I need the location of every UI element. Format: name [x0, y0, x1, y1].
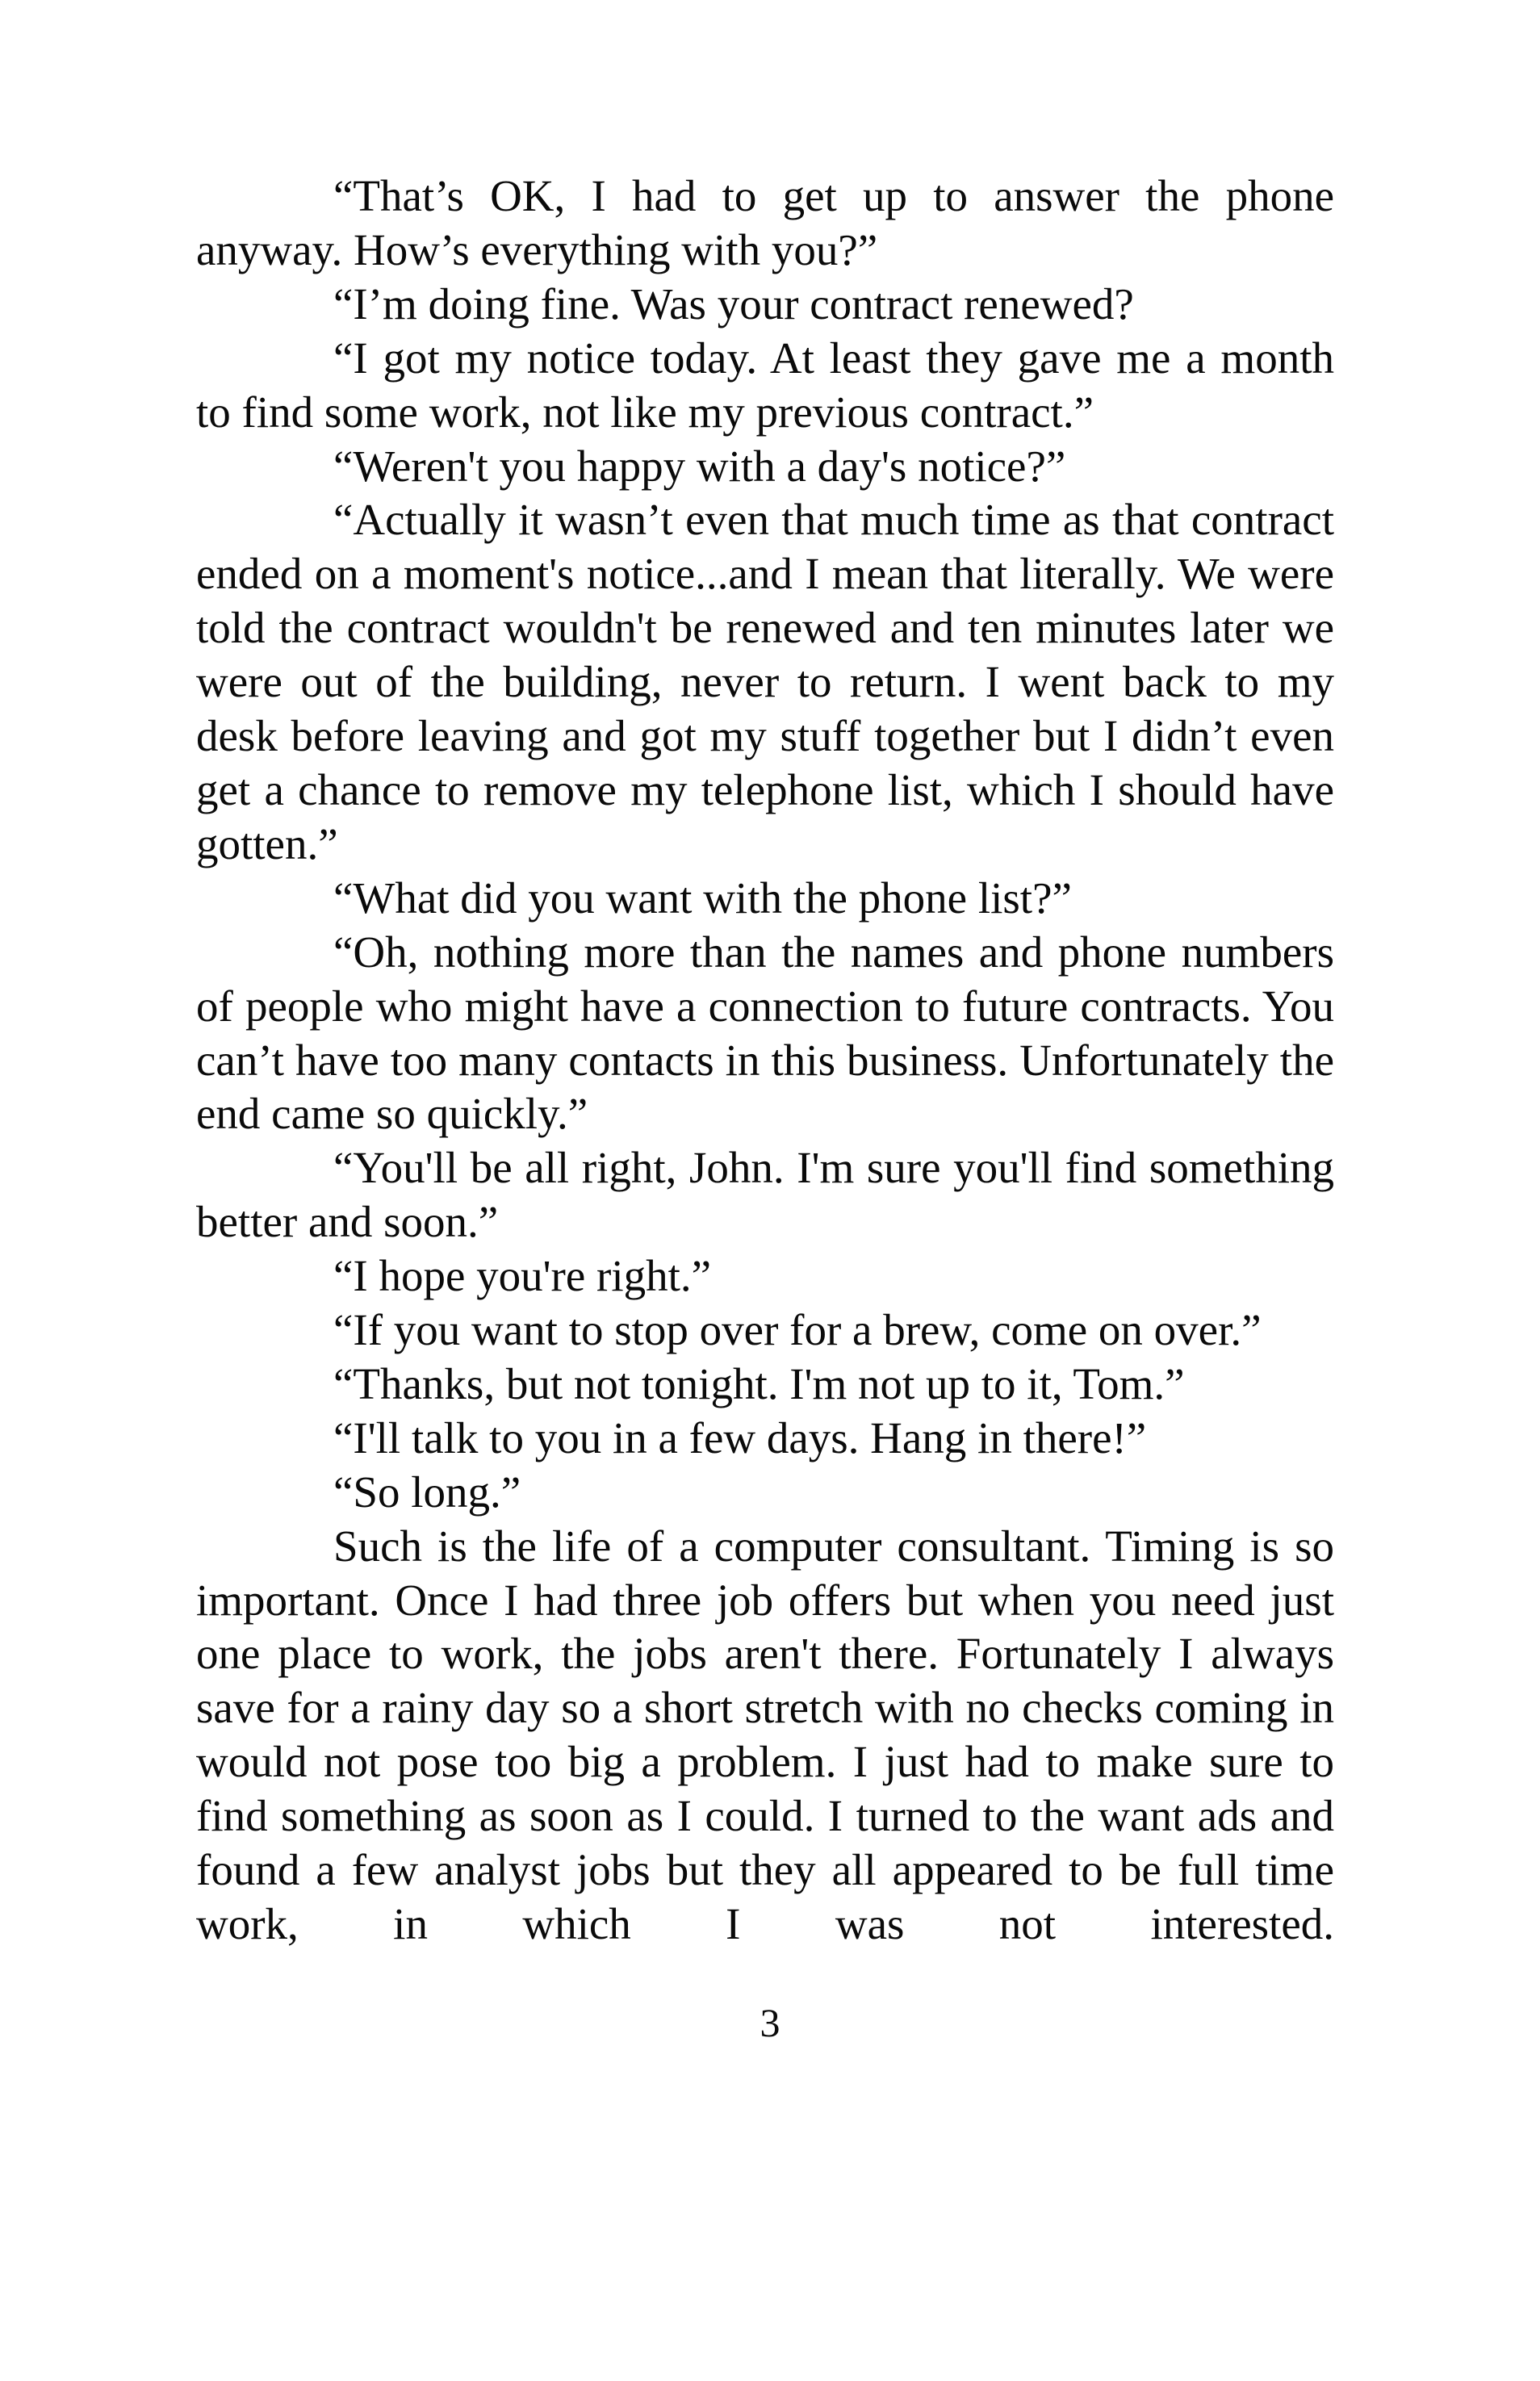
paragraph: “That’s OK, I had to get up to answer the phone anyway. How’s everything with you?” [196, 171, 1334, 274]
paragraph: “I hope you're right.” [333, 1251, 712, 1301]
page-number: 3 [760, 2000, 780, 2045]
body-text [196, 169, 1334, 1952]
paragraph: “I got my notice today. At least they gave me a month to find some work, not like my previous contract.” [196, 333, 1334, 437]
paragraph: “If you want to stop over for a brew, come on over.” [333, 1305, 1262, 1355]
paragraph: “I'll talk to you in a few days. Hang in there!” [333, 1412, 1147, 1462]
paragraph: “I’m doing fine. Was your contract renewed? [333, 278, 1134, 328]
paragraph: Such is the life of a computer consultant. Timing is so important. Once I had three job offers but when you need just one place to work, the jobs aren't there. Fortunately I always save for a rainy day so a short stretch with no checks coming in would not pose too big a problem. I just had to make sure to find something as soon as I could. I turned to the want ads and found a few analyst jobs but they all appeared to be full time work, in which I was not interested. [196, 1521, 1334, 1948]
paragraph: “What did you want with the phone list?” [333, 872, 1072, 923]
paragraph: “You'll be all right, John. I'm sure you'll find something better and soon.” [196, 1143, 1334, 1247]
paragraph: “Thanks, but not tonight. I'm not up to it, Tom.” [333, 1358, 1185, 1408]
paragraph: “So long.” [333, 1467, 521, 1517]
paragraph: “Weren't you happy with a day's notice?” [333, 441, 1066, 491]
paragraph: “Actually it wasn’t even that much time as that contract ended on a moment's notice...and I mean that literally. We were told the contract wouldn't be renewed and ten minutes later we were out of the building, never to return. I went back to my desk before leaving and got my stuff together but I didn’t even get a chance to remove my telephone list, which I should have gotten.” [196, 495, 1334, 868]
paragraph: “Oh, nothing more than the names and phone numbers of people who might have a connection to future contracts. You can’t have too many contacts in this business. Unfortunately the end came so quickly.” [196, 927, 1334, 1139]
